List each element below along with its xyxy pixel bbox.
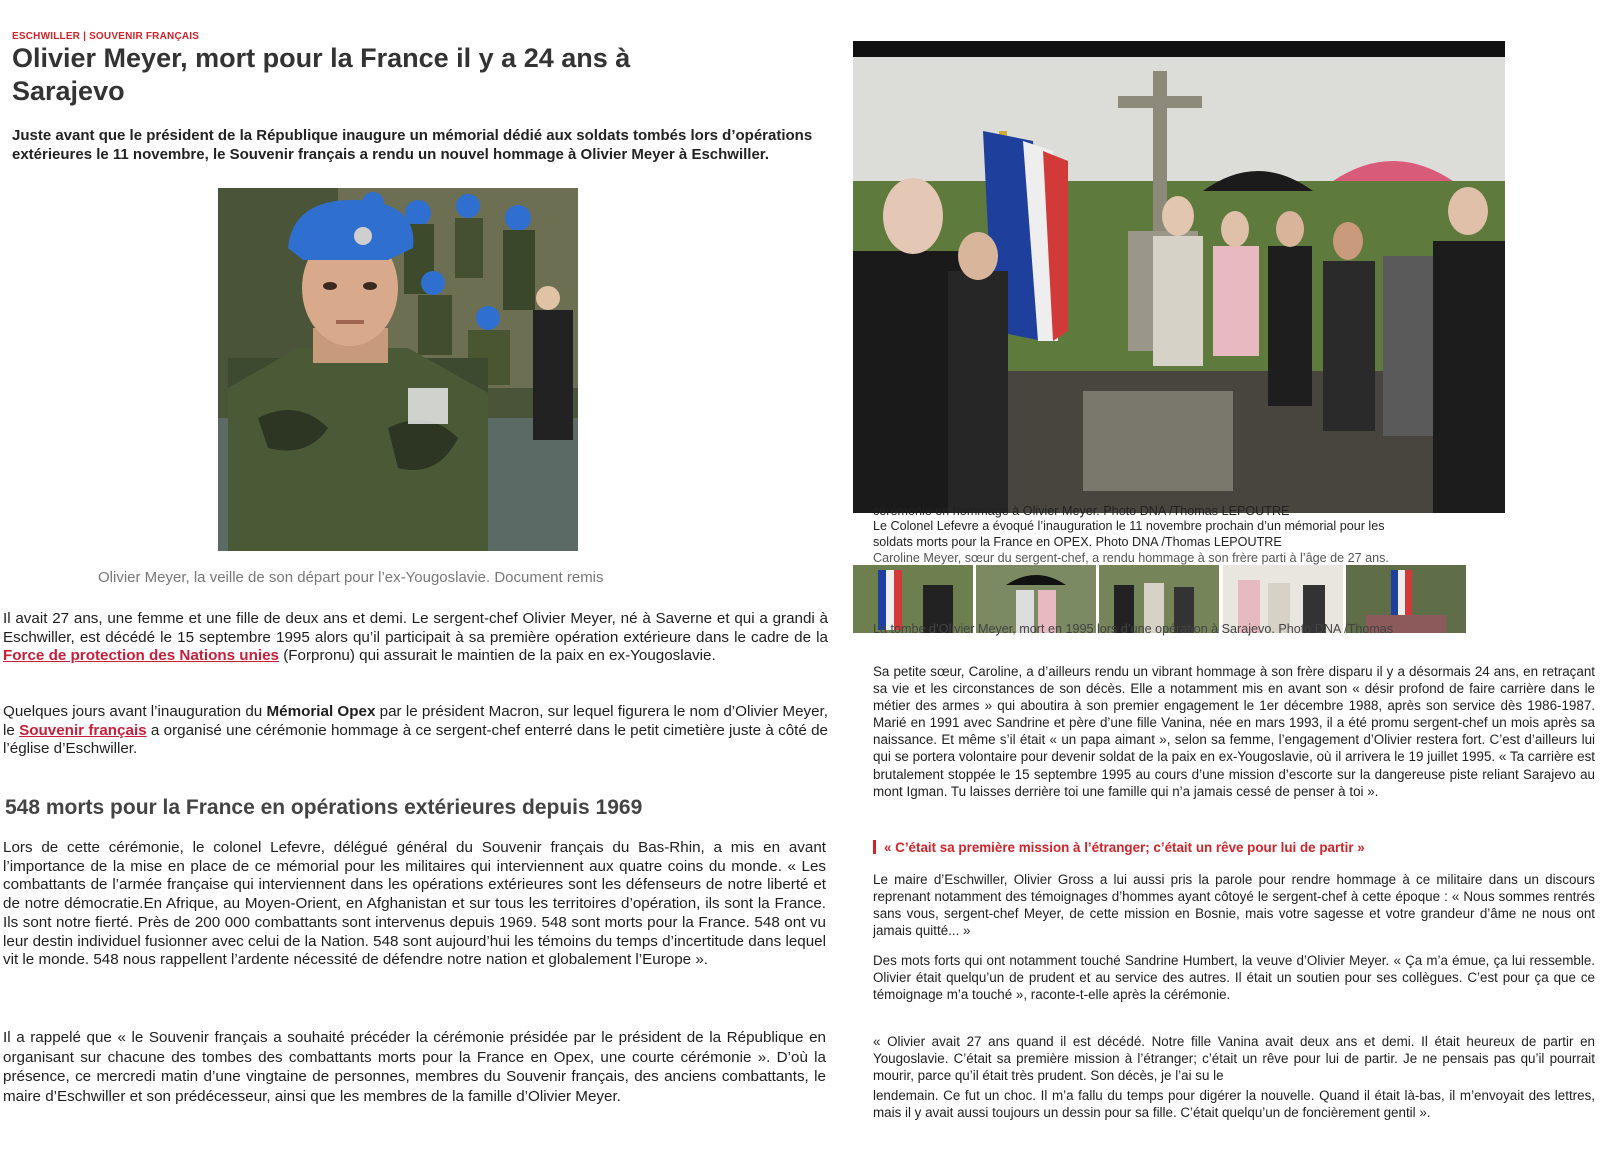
paragraph-intro [3,610,828,666]
paragraph-ceremony: Lors de cette cérémonie, le colonel Lefevre, délégué général du Souvenir français du Bas-Rhin, a mis en avant l’importance de la mise en place de ce mémorial pour les militaires qui interviennent aux quatre coins du monde. « Les combattants de l’armée française qui interviennent dans les opérations extérieures sont les défenseurs de notre liberté et de notre démocratie.En Afrique, au Moyen-Orient, en Afghanistan et sur tous les territoires d’opération, ils sont la France. Ils sont notre fierté. Près de 200 000 combattants sont intervenus depuis 1969. 548 sont morts pour la France. 548 ont vu leur destin individuel fusionner avec celui de la Nation. 548 sont aujourd’hui les témoins du temps d’incertitude dans lequel vit le monde. 548 nous rappellent l’ardente nécessité de défendre notre nation et globalement l’Europe ». [3,839,826,969]
pull-quote-text: « C’était sa première mission à l’étranger; c’était un rêve pour lui de partir » [884,840,1365,855]
paragraph-recall: Il a rappelé que « le Souvenir français a souhaité précéder la cérémonie présidée par le président de la République en organisant sur chacune des tombes des combattants morts pour la France en Opex, une courte cérémonie ». D’où la présence, ce mercredi matin d’une vingtaine de personnes, membres du Souvenir français, des anciens combattants, le maire d’Eschwiller et son prédécesseur, ainsi que les membres de la famille d’Olivier Meyer. [3,1029,826,1105]
photo-caption-line-3: soldats morts pour la France en OPEX. Photo DNA /Thomas LEPOUTRE [873,535,1282,549]
article-title: Olivier Meyer, mort pour la France il y a 24 ans à Sarajevo [12,43,631,106]
paragraph-memorial-text-middle: par le président Macron, sur lequel figurera le nom d’Olivier Meyer, le [3,703,828,739]
paragraph-intro-text-end: (Forpronu) qui assurait le maintien de la paix en ex-Yougoslavie. [278,647,716,665]
paragraph-mayor: Le maire d’Eschwiller, Olivier Gross a lui aussi pris la parole pour rendre hommage à ce militaire dans un discours reprenant notamment des témoignages d’hommes ayant côtoyé le sergent-chef à cette époque : « Nous sommes rentrés sans vous, sergent-chef Meyer, de cette mission en Bosnie, mais votre sagesse et votre grandeur d’âme ne nous ont jamais quitté... » [873,872,1595,939]
photo-caption-line-4: Caroline Meyer, sœur du sergent-chef, a rendu hommage à son frère parti à l’âge de 27 ans. [873,551,1389,565]
paragraph-memorial-text-start: Quelques jours avant l’inauguration du [3,703,267,720]
paragraph-sister: Sa petite sœur, Caroline, a d’ailleurs rendu un vibrant hommage à son frère disparu il y a désormais 24 ans, en retraçant sa vie et les circonstances de son décès. Elle a notamment mis en avant son « désir profond de faire carrière dans le métier des armes » qui aboutira à son premier engagement le 1er décembre 1988, après son service dès 1986-1987. Marié en 1991 avec Sandrine et père d’une fille Vanina, née en mars 1993, il a été promu sergent-chef un mois après sa naissance. Et même s’il était « un papa aimant », selon sa femme, l’engagement d’Olivier restera fort. C’est d’ailleurs lui qui se portera volontaire pour devenir soldat de la paix en ex-Yougoslavie, où il arrivera le 19 juillet 1995. « Ta carrière est brutalement stoppée le 15 septembre 1995 au cours d’une mission d’escorte sur la dangereuse piste reliant Sarajevo au mont Igman. Tu laisses derrière toi une famille qui n’a jamais cessé de penser à toi ». [873,664,1595,799]
photo-caption-line-2: Le Colonel Lefevre a évoqué l’inauguration le 11 novembre prochain d’un mémorial pour les [873,519,1385,533]
right-article-column [853,0,1605,1169]
memorial-opex-bold: Mémorial Opex [266,703,376,720]
portrait-caption: Olivier Meyer, la veille de son départ pour l’ex-Yougoslavie. Document remis [98,569,604,586]
forpronu-link[interactable]: Force de protection des Nations unies [3,647,279,665]
paragraph-intro-text-start: Il avait 27 ans, une femme et une fille de deux ans et demi. Le sergent-chef Olivier Meyer, né à Saverne et qui a grandi à Eschwiller, est décédé le 15 septembre 1995 alors qu’il participait à sa première opération extérieure dans le cadre de la [3,610,828,646]
paragraph-memorial [3,703,828,759]
ceremony-photo-illustration [853,41,1505,513]
souvenir-francais-link[interactable]: Souvenir français [19,721,147,739]
kicker-label: ESCHWILLER | SOUVENIR FRANÇAIS [12,31,200,42]
article-lead: Juste avant que le président de la République inaugure un mémorial dédié aux soldats tombés lors d’opérations extérieures le 11 novembre, le Souvenir français a rendu un nouvel hommage à Olivier Meyer à Eschwiller. [12,127,813,163]
portrait-photo [218,188,578,551]
pull-quote-heading [873,840,1365,855]
portrait-photo-illustration [218,188,578,551]
ceremony-photo [853,41,1505,513]
section-subheading: 548 morts pour la France en opérations extérieures depuis 1969 [5,796,643,819]
photo-caption-line-5: La tombe d’Olivier Meyer, mort en 1995 lors d’une opération à Sarajevo. Photo DNA /Thomas [873,622,1394,636]
paragraph-memorial-text-end: a organisé une cérémonie hommage à ce sergent-chef enterré dans le petit cimetière juste à côté de l’église d’Eschwiller. [3,721,828,758]
pull-quote-bar [873,840,876,854]
paragraph-widow: Des mots forts qui ont notamment touché Sandrine Humbert, la veuve d’Olivier Meyer. « Ça m’a émue, ça lui ressemble. Olivier était quelqu’un de prudent et au service des autres. Il était un soutien pour ses collègues. C’est pour ça que ce témoignage m’a touché », raconte-t-elle après la cérémonie. [873,953,1595,1003]
paragraph-widow-quote-end: lendemain. Ce fut un choc. Il m’a fallu du temps pour digérer la nouvelle. Quand il était là-bas, il m’envoyait des lettres, mais il y avait aussi toujours un dessin pour sa fille. C’était quelqu’un de foncièrement gentil ». [873,1088,1595,1121]
paragraph-widow-quote: « Olivier avait 27 ans quand il est décédé. Notre fille Vanina avait deux ans et demi. Il était heureux de partir en Yougoslavie. C’était sa première mission à l’étranger; c’était un rêve pour lui de partir. Je ne pensais pas qu’il pourrait mourir, parce qu’il était très prudent. Son décès, je l’ai su le [873,1034,1595,1084]
photo-caption-line-1: cérémonie en hommage à Olivier Meyer. Photo DNA /Thomas LEPOUTRE [873,504,1290,518]
